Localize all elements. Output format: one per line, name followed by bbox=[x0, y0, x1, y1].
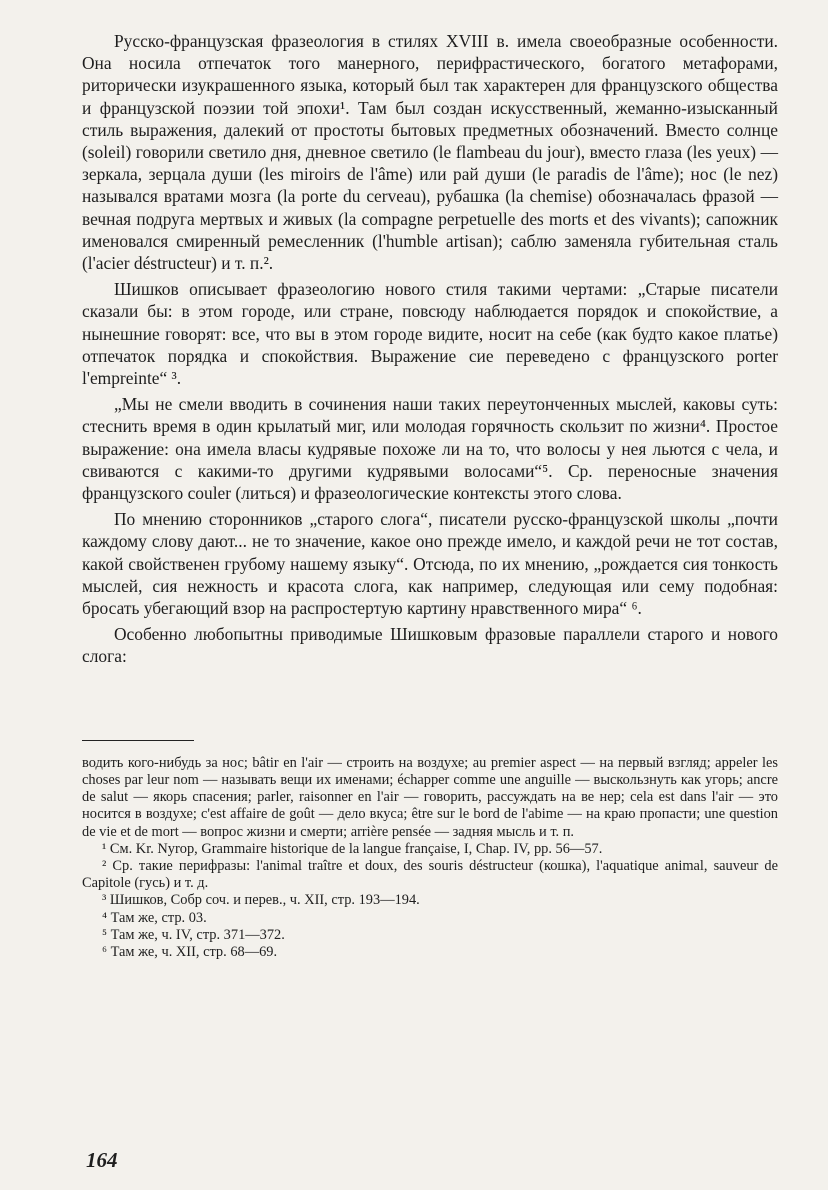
footnotes bbox=[82, 755, 778, 961]
main-text bbox=[82, 30, 778, 668]
footnote-5: ⁵ Там же, ч. IV, стр. 371—372. bbox=[102, 926, 285, 943]
footnote-2: ² Ср. такие перифразы: l'animal traître et doux, des souris déstructeur (кошка), l'aquatique animal, sauveur de Capitole (гусь) и т. д. bbox=[82, 857, 778, 892]
footnote-continuation: водить кого-нибудь за нос; bâtir en l'air — строить на воздухе; au premier aspect — на первый взгляд; appeler les choses par leur nom — называть вещи их именами; échapper comme une anguille — выскользнуть как угорь; ancre de salut — якорь спасения; parler, raisonner en l'air — говорить, рассуждать на ве нер; cela est dans l'air — это носится в воздухе; c'est affaire de goût — дело вкуса; être sur le bord de l'abime — на краю пропасти; une question de vie et de mort — вопрос жизни и смерти; arrière pensée — задняя мысль и т. п. bbox=[82, 754, 778, 840]
page-number: 164 bbox=[86, 1148, 118, 1172]
paragraph-3: „Мы не смели вводить в сочинения наши таких переутонченных мыслей, каковы суть: стеснить время в один крылатый миг, или молодая горячность скользит по жизни⁴. Простое выражение: она имела власы кудрявые похоже ли на то, что волосы у нея льются с чела, и свиваются с какими-то другими кудрявыми волосами“⁵. Ср. переносные значения французского couler (литься) и фразеологические контексты этого слова. bbox=[82, 394, 778, 504]
paragraph-5: Особенно любопытны приводимые Шишковым фразовые параллели старого и нового слога: bbox=[82, 624, 778, 667]
footnote-6: ⁶ Там же, ч. XII, стр. 68—69. bbox=[102, 943, 278, 960]
footnote-4: ⁴ Там же, стр. 03. bbox=[102, 909, 207, 926]
footnote-3: ³ Шишков, Собр соч. и перев., ч. XII, стр. 193—194. bbox=[102, 892, 420, 909]
footnote-1: ¹ См. Kr. Nyrop, Grammaire historique de la langue française, I, Chap. IV, pp. 56—57. bbox=[102, 840, 603, 857]
paragraph-2: Шишков описывает фразеологию нового стиля такими чертами: „Старые писатели сказали бы: в этом городе, или стране, повсюду наблюдается порядок и спокойствие, а нынешние говорят: все, что вы в этом городе видите, носит на себе (как будто какое платье) отпечаток порядка и спокойствия. Выражение сие переведено с французского porter l'empreinte“ ³. bbox=[82, 279, 778, 389]
paragraph-4: По мнению сторонников „старого слога“, писатели русско-французской школы „почти каждому слову дают... не то значение, какое оно прежде имело, и каждой речи не тот состав, какой свойственен грубому нашему языку“. Отсюда, по их мнению, „рождается сия тонкость мыслей, сия нежность и красота слога, как например, следующая или сему подобная: бросать убегающий взор на распростертую картину нравственного мира“ ⁶. bbox=[82, 509, 778, 619]
footnote-separator bbox=[82, 740, 194, 741]
paragraph-1: Русско-французская фразеология в стилях XVIII в. имела своеобразные особенности. Она носила отпечаток того манерного, перифрастического, богатого метафорами, риторически изукрашенного языка, который был так характерен для французского общества и французской поэзии той эпохи¹. Там был создан искусственный, жеманно-изысканный стиль выражения, далекий от простоты бытовых предметных обозначений. Вместо солнце (soleil) говорили светило дня, дневное светило (le flambeau du jour), вместо глаза (les yeux) — зеркала, зерцала души (les miroirs de l'âme) или рай души (le paradis de l'âme); нос (le nez) назывался вратами мозга (la porte du cerveau), рубашка (la chemise) обозначалась фразой — вечная подруга мертвых и живых (la compagne perpetuelle des morts et des vivants); сапожник именовался смиренный ремесленник (l'humble artisan); саблю заменяла губительная сталь (l'acier déstructeur) и т. п.². bbox=[82, 31, 778, 274]
